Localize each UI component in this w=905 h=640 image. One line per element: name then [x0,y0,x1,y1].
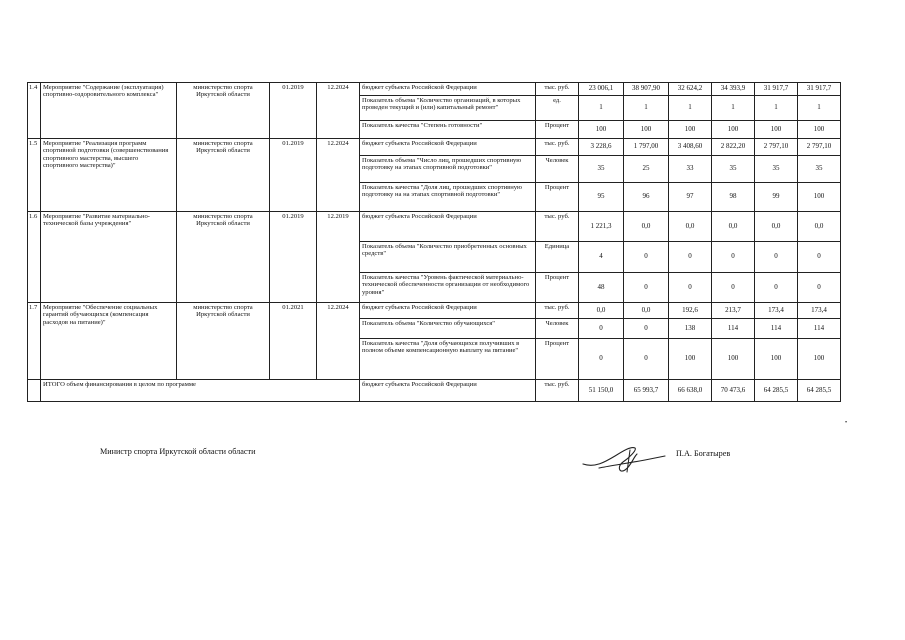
year-value: 100 [755,121,798,139]
year-value: 192,6 [669,303,712,319]
year-value: 31 917,7 [798,83,841,96]
start-date: 01.2021 [270,303,317,380]
start-date: 01.2019 [270,139,317,212]
indicator-unit: Процент [536,121,579,139]
executor: министерство спорта Иркутской области [177,303,270,380]
year-value: 0 [579,339,624,380]
year-value: 173,4 [755,303,798,319]
indicator-unit: Человек [536,319,579,339]
year-value: 100 [712,339,755,380]
indicator-label: Показатель объема "Количество обучающихся" [360,319,536,339]
year-value: 173,4 [798,303,841,319]
indicator-label: бюджет субъекта Российской Федерации [360,212,536,242]
year-value: 0 [755,242,798,273]
year-value: 1 [712,96,755,121]
executor: министерство спорта Иркутской области [177,83,270,139]
program-table-body [28,83,841,402]
year-value: 38 907,90 [624,83,669,96]
year-value: 2 797,10 [755,139,798,156]
year-value: 100 [624,121,669,139]
year-value: 0 [624,273,669,303]
year-value: 100 [712,121,755,139]
indicator-unit: Процент [536,183,579,212]
signer-name: П.А. Богатырев [676,449,731,458]
minister-position: Министр спорта Иркутской области области [100,447,256,456]
executor: министерство спорта Иркутской области [177,212,270,303]
year-value: 0,0 [624,303,669,319]
year-value: 0 [712,273,755,303]
year-value: 100 [798,183,841,212]
year-value: 0 [712,242,755,273]
year-value: 1 [798,96,841,121]
end-date: 12.2024 [317,139,360,212]
item-number: 1.5 [28,139,41,212]
end-date: 12.2024 [317,83,360,139]
measure-name: Мероприятие "Обеспечение социальных гарантий обучающихся (компенсация расходов на питание)" [41,303,177,380]
year-value: 100 [798,121,841,139]
indicator-label: Показатель качества "Доля обучающихся получивших в полном объеме компенсационную выплату на питание" [360,339,536,380]
indicator-label: Показатель объема "Количество организаций, в которых проведен текущий и (или) капитальный ремонт" [360,96,536,121]
year-value: 0,0 [798,212,841,242]
year-value: 114 [712,319,755,339]
indicator-unit: Единица [536,242,579,273]
year-value: 3 228,6 [579,139,624,156]
total-row [28,380,841,402]
indicator-label: Показатель объема "Количество приобретенных основных средств" [360,242,536,273]
total-value: 66 638,0 [669,380,712,402]
year-value: 25 [624,156,669,183]
indicator-label: Показатель качества "Степень готовности" [360,121,536,139]
year-value: 100 [669,339,712,380]
indicator-label: Показатель качества "Уровень фактической материально-технической обеспеченности организации от необходимого уровня" [360,273,536,303]
year-value: 2 797,10 [798,139,841,156]
year-value: 0 [579,319,624,339]
program-table [27,82,841,402]
total-value: 70 473,6 [712,380,755,402]
year-value: 213,7 [712,303,755,319]
year-value: 1 797,00 [624,139,669,156]
table-row [28,303,841,319]
year-value: 32 624,2 [669,83,712,96]
year-value: 100 [579,121,624,139]
indicator-label: Показатель качества "Доля лиц, прошедших спортивную подготовку на на этапах спортивной подготовки" [360,183,536,212]
year-value: 35 [755,156,798,183]
year-value: 0 [798,242,841,273]
year-value: 97 [669,183,712,212]
year-value: 0 [798,273,841,303]
year-value: 31 917,7 [755,83,798,96]
year-value: 1 [579,96,624,121]
year-value: 0,0 [579,303,624,319]
year-value: 98 [712,183,755,212]
start-date: 01.2019 [270,83,317,139]
indicator-unit: тыс. руб. [536,303,579,319]
year-value: 0,0 [624,212,669,242]
year-value: 1 [755,96,798,121]
indicator-unit: Процент [536,339,579,380]
total-label: ИТОГО объем финансирования в целом по программе [41,380,360,402]
year-value: 114 [798,319,841,339]
total-number-cell [28,380,41,402]
indicator-label: бюджет субъекта Российской Федерации [360,83,536,96]
year-value: 100 [798,339,841,380]
year-value: 35 [712,156,755,183]
total-value: 64 285,5 [755,380,798,402]
year-value: 0 [624,339,669,380]
year-value: 1 [624,96,669,121]
year-value: 100 [669,121,712,139]
year-value: 33 [669,156,712,183]
indicator-unit: тыс. руб. [536,83,579,96]
start-date: 01.2019 [270,212,317,303]
year-value: 23 006,1 [579,83,624,96]
year-value: 99 [755,183,798,212]
indicator-label: бюджет субъекта Российской Федерации [360,139,536,156]
year-value: 1 221,3 [579,212,624,242]
year-value: 138 [669,319,712,339]
end-date: 12.2024 [317,303,360,380]
item-number: 1.7 [28,303,41,380]
total-value: 64 285,5 [798,380,841,402]
table-row [28,83,841,96]
indicator-label: Показатель объема "Число лиц, прошедших спортивную подготовку на этапах спортивной подготовки" [360,156,536,183]
measure-name: Мероприятие "Содержание (эксплуатация) спортивно-оздоровительного комплекса" [41,83,177,139]
year-value: 0 [669,273,712,303]
year-value: 2 822,20 [712,139,755,156]
indicator-unit: тыс. руб. [536,212,579,242]
total-value: 65 993,7 [624,380,669,402]
year-value: 0,0 [712,212,755,242]
indicator-label: бюджет субъекта Российской Федерации [360,303,536,319]
table-row [28,212,841,242]
signature-image [575,438,675,478]
item-number: 1.6 [28,212,41,303]
page-edge-mark: • [845,420,848,426]
table-row [28,139,841,156]
year-value: 3 408,60 [669,139,712,156]
year-value: 35 [579,156,624,183]
year-value: 95 [579,183,624,212]
year-value: 0,0 [755,212,798,242]
total-source: бюджет субъекта Российской Федерации [360,380,536,402]
end-date: 12.2019 [317,212,360,303]
indicator-unit: тыс. руб. [536,139,579,156]
year-value: 114 [755,319,798,339]
indicator-unit: ед. [536,96,579,121]
year-value: 35 [798,156,841,183]
year-value: 100 [755,339,798,380]
measure-name: Мероприятие "Развитие материально-технической базы учреждения" [41,212,177,303]
year-value: 0 [624,319,669,339]
executor: министерство спорта Иркутской области [177,139,270,212]
indicator-unit: Процент [536,273,579,303]
year-value: 0 [755,273,798,303]
total-value: 51 150,0 [579,380,624,402]
year-value: 0 [669,242,712,273]
measure-name: Мероприятие "Реализация программ спортивной подготовки (совершенствования спортивного мастерства, высшего спортивного мастерства)" [41,139,177,212]
year-value: 0 [624,242,669,273]
year-value: 96 [624,183,669,212]
year-value: 34 393,9 [712,83,755,96]
year-value: 1 [669,96,712,121]
item-number: 1.4 [28,83,41,139]
indicator-unit: Человек [536,156,579,183]
year-value: 0,0 [669,212,712,242]
total-unit: тыс. руб. [536,380,579,402]
year-value: 48 [579,273,624,303]
year-value: 4 [579,242,624,273]
